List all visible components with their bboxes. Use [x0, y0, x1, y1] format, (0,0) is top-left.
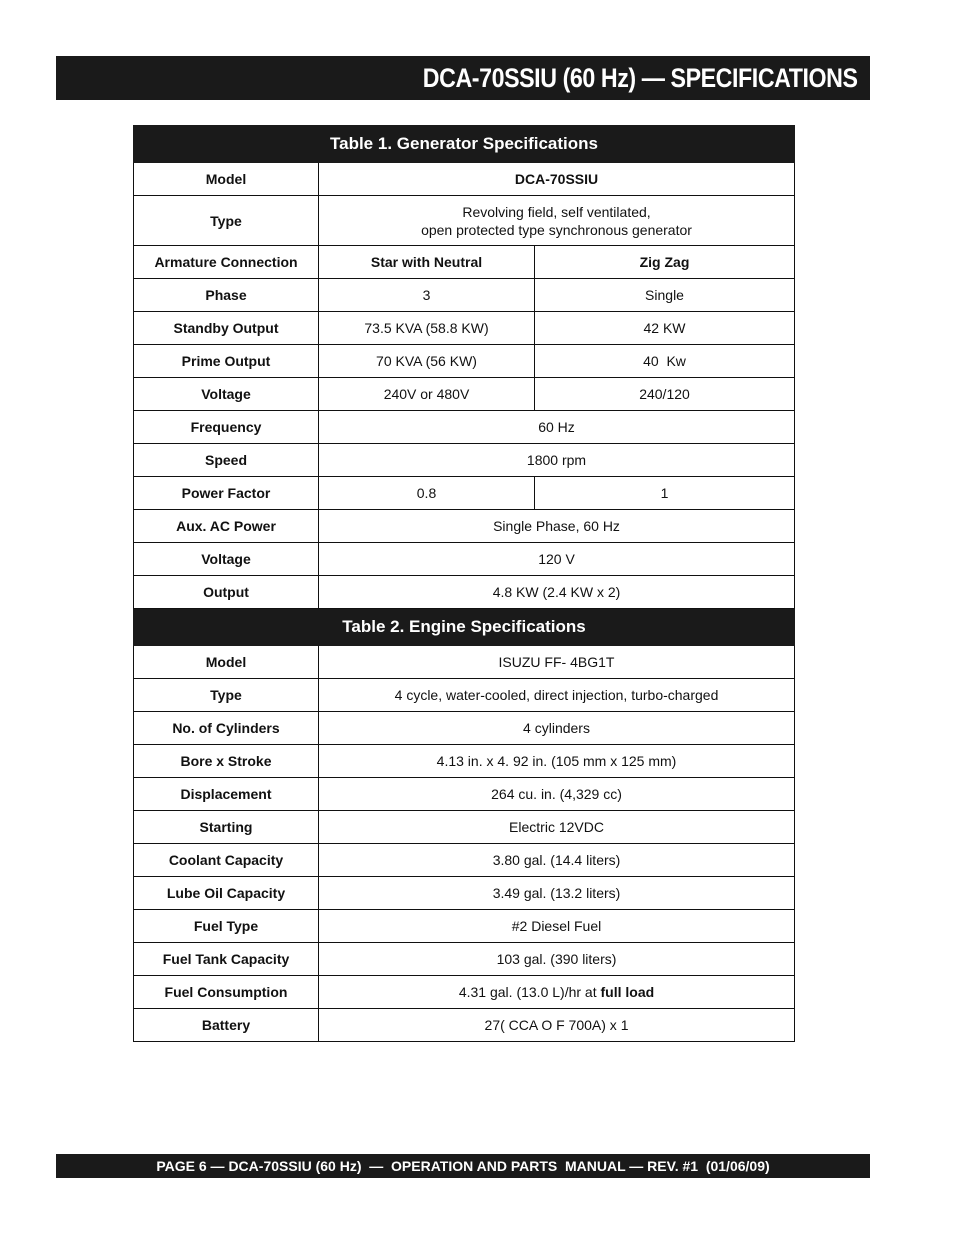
row-value: 4 cycle, water-cooled, direct injection, turbo-charged	[319, 679, 795, 712]
row-label: Prime Output	[134, 345, 319, 378]
row-label: Output	[134, 576, 319, 609]
table-row	[134, 477, 795, 510]
row-value-zigzag: 1	[535, 477, 795, 510]
row-label: Voltage	[134, 378, 319, 411]
table-row	[134, 543, 795, 576]
row-label: Speed	[134, 444, 319, 477]
table-row	[134, 712, 795, 745]
row-value-star: Star with Neutral	[319, 246, 535, 279]
row-label: Phase	[134, 279, 319, 312]
row-label: Armature Connection	[134, 246, 319, 279]
row-value-star: 0.8	[319, 477, 535, 510]
footer-bar	[56, 1154, 870, 1178]
row-label: Fuel Type	[134, 910, 319, 943]
row-value-star: 240V or 480V	[319, 378, 535, 411]
type-line-1: Revolving field, self ventilated,	[462, 203, 651, 220]
table-row	[134, 877, 795, 910]
row-value-zigzag: 240/120	[535, 378, 795, 411]
row-label: Displacement	[134, 778, 319, 811]
row-label: Standby Output	[134, 312, 319, 345]
row-value: 103 gal. (390 liters)	[319, 943, 795, 976]
table-row	[134, 576, 795, 609]
table-row	[134, 745, 795, 778]
row-label: Battery	[134, 1009, 319, 1042]
table-row	[134, 679, 795, 712]
row-label: Frequency	[134, 411, 319, 444]
table-row	[134, 378, 795, 411]
row-label: Bore x Stroke	[134, 745, 319, 778]
table-row	[134, 646, 795, 679]
row-label: Aux. AC Power	[134, 510, 319, 543]
engine-table-header-row	[134, 609, 795, 646]
row-value-zigzag: Zig Zag	[535, 246, 795, 279]
row-label: Lube Oil Capacity	[134, 877, 319, 910]
row-label: Fuel Consumption	[134, 976, 319, 1009]
table-row	[134, 811, 795, 844]
row-value: 1800 rpm	[319, 444, 795, 477]
row-label: Starting	[134, 811, 319, 844]
row-value: 60 Hz	[319, 411, 795, 444]
type-line-2: open protected type synchronous generator	[421, 221, 692, 238]
table-row	[134, 411, 795, 444]
row-value-star: 70 KVA (56 KW)	[319, 345, 535, 378]
row-label: Power Factor	[134, 477, 319, 510]
table-row	[134, 196, 795, 246]
row-value: 4.8 KW (2.4 KW x 2)	[319, 576, 795, 609]
row-value-star: 3	[319, 279, 535, 312]
specifications-table	[133, 125, 795, 1042]
row-label: Model	[134, 163, 319, 196]
table-row	[134, 510, 795, 543]
row-value: 4 cylinders	[319, 712, 795, 745]
row-value-zigzag: 40 Kw	[535, 345, 795, 378]
row-value: DCA-70SSIU	[319, 163, 795, 196]
fuel-consumption-load: full load	[600, 984, 655, 1000]
row-value: ISUZU FF- 4BG1T	[319, 646, 795, 679]
row-value	[319, 196, 795, 246]
generator-table-title: Table 1. Generator Specifications	[134, 126, 795, 163]
table-row	[134, 844, 795, 877]
footer-text: PAGE 6 — DCA-70SSIU (60 Hz) — OPERATION AND PARTS MANUAL — REV. #1 (01/06/09)	[156, 1158, 770, 1174]
row-value: Electric 12VDC	[319, 811, 795, 844]
table-row	[134, 163, 795, 196]
row-value: 3.80 gal. (14.4 liters)	[319, 844, 795, 877]
row-value	[319, 976, 795, 1009]
row-value: Single Phase, 60 Hz	[319, 510, 795, 543]
table-row	[134, 910, 795, 943]
row-label: No. of Cylinders	[134, 712, 319, 745]
row-value-zigzag: Single	[535, 279, 795, 312]
row-value: 3.49 gal. (13.2 liters)	[319, 877, 795, 910]
row-value: 27( CCA O F 700A) x 1	[319, 1009, 795, 1042]
generator-table-header-row	[134, 126, 795, 163]
table-row	[134, 246, 795, 279]
engine-table-title: Table 2. Engine Specifications	[134, 609, 795, 646]
row-value-zigzag: 42 KW	[535, 312, 795, 345]
table-row	[134, 279, 795, 312]
row-value-star: 73.5 KVA (58.8 KW)	[319, 312, 535, 345]
row-label: Fuel Tank Capacity	[134, 943, 319, 976]
row-label: Voltage	[134, 543, 319, 576]
page-title: DCA-70SSIU (60 Hz) — SPECIFICATIONS	[423, 62, 858, 93]
page-title-bar	[56, 56, 870, 100]
table-row	[134, 312, 795, 345]
row-value: #2 Diesel Fuel	[319, 910, 795, 943]
row-label: Type	[134, 196, 319, 246]
table-row	[134, 1009, 795, 1042]
row-value: 264 cu. in. (4,329 cc)	[319, 778, 795, 811]
table-row	[134, 778, 795, 811]
fuel-consumption-rate: 4.31 gal. (13.0 L)/hr at	[458, 984, 597, 1000]
row-value: 120 V	[319, 543, 795, 576]
table-row	[134, 345, 795, 378]
row-value: 4.13 in. x 4. 92 in. (105 mm x 125 mm)	[319, 745, 795, 778]
table-row	[134, 976, 795, 1009]
row-label: Model	[134, 646, 319, 679]
table-row	[134, 943, 795, 976]
row-label: Type	[134, 679, 319, 712]
row-label: Coolant Capacity	[134, 844, 319, 877]
table-row	[134, 444, 795, 477]
